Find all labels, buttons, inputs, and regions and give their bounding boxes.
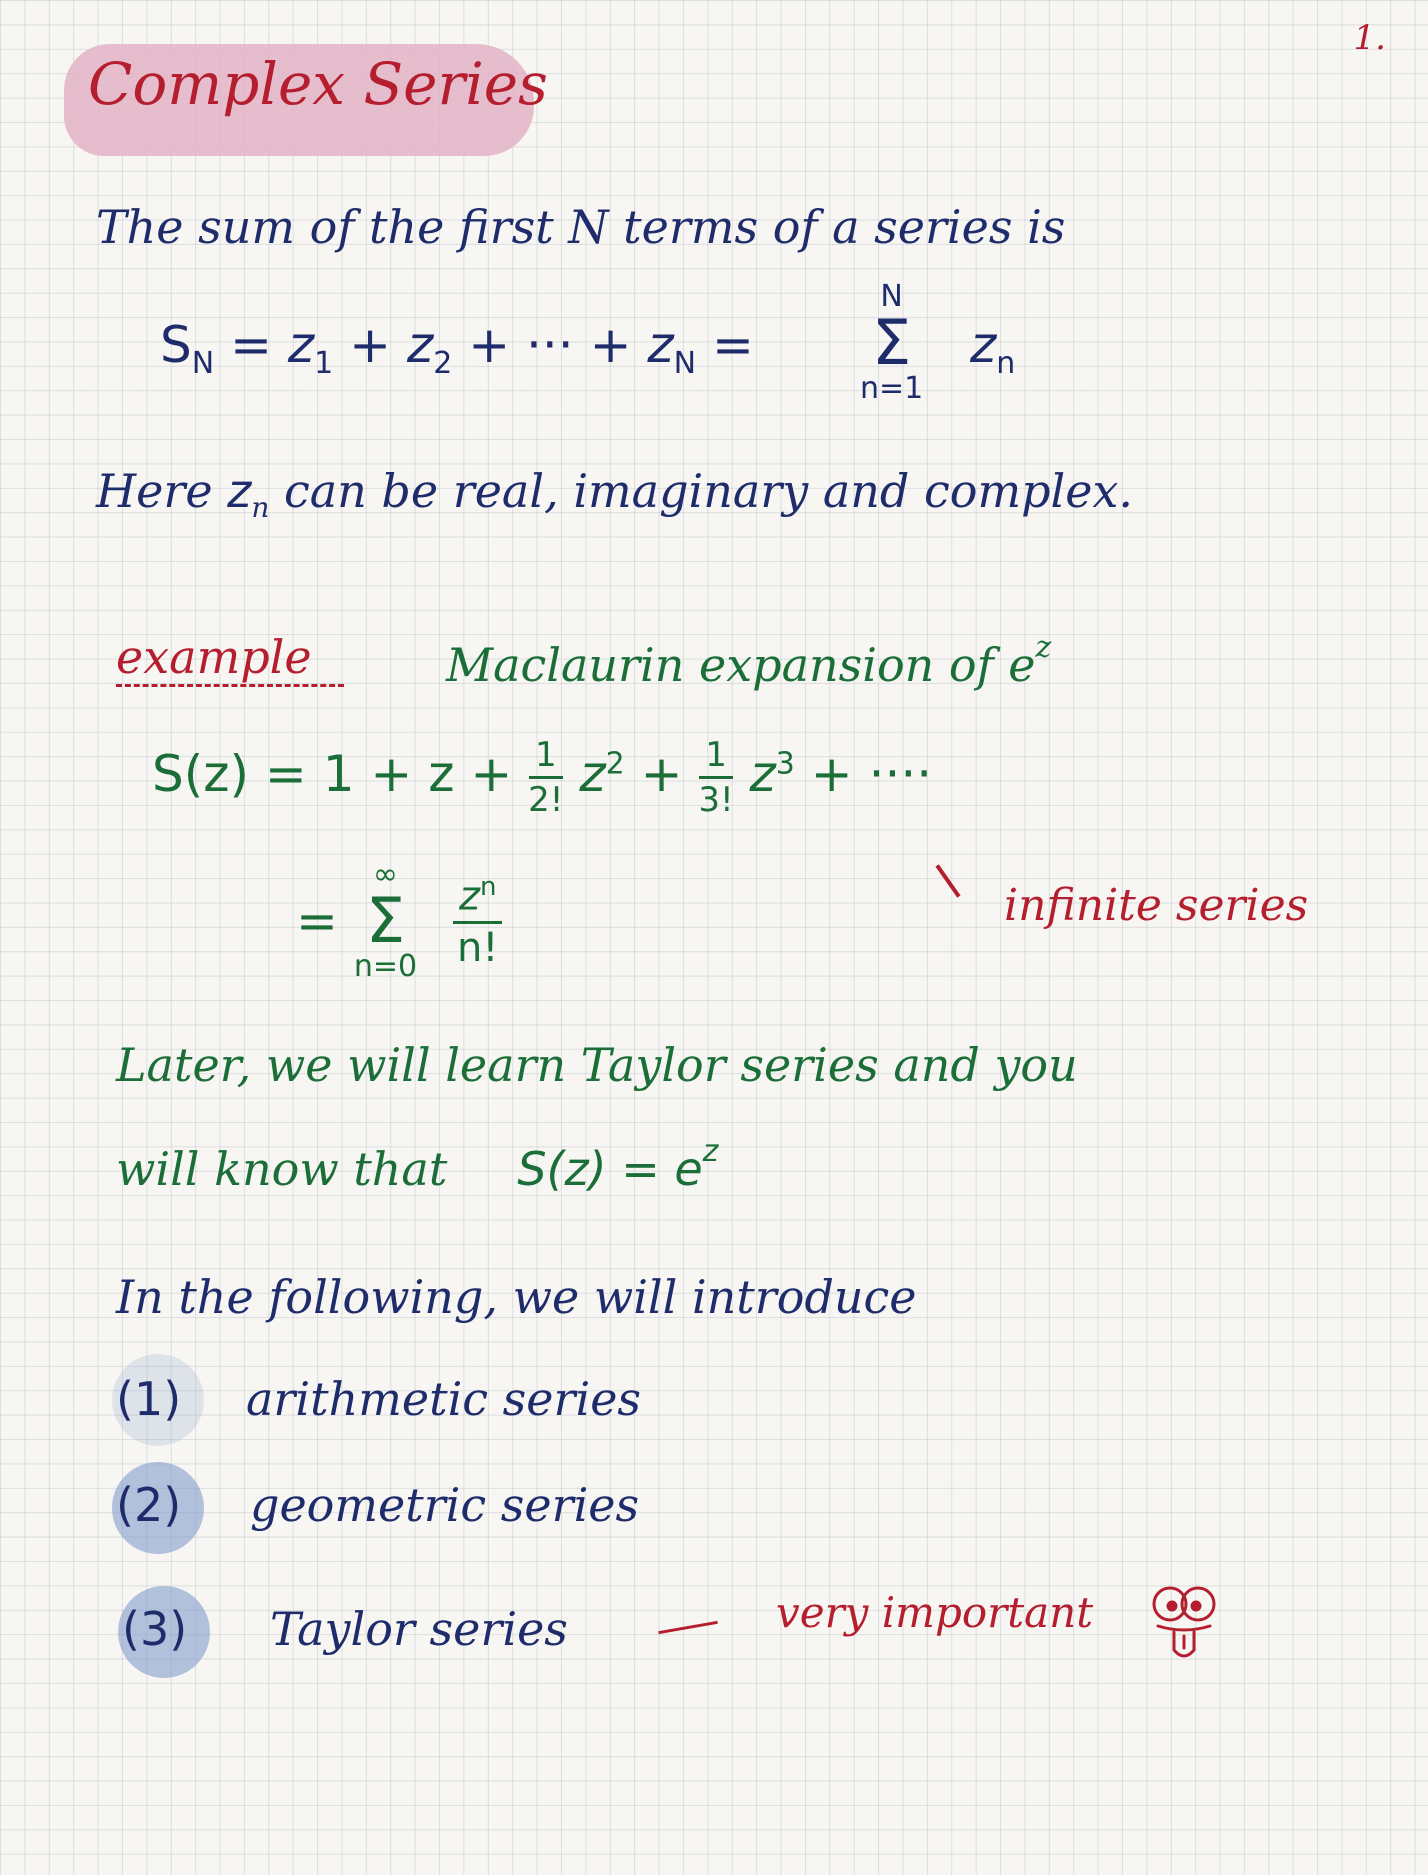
numerator-exponent: n <box>479 872 497 903</box>
summation <box>860 279 924 406</box>
taylor-remark-text: will know that <box>116 1142 448 1196</box>
list-number-2: (2) <box>116 1478 182 1532</box>
terms-description-end: can be real, imaginary and complex. <box>269 464 1134 518</box>
term-z2: z <box>406 316 434 374</box>
expansion-z-cubed: z <box>749 745 776 803</box>
fraction-zn-over-n-factorial <box>453 872 502 971</box>
term-z2-subscript: 2 <box>433 346 453 381</box>
sigma-symbol: Σ <box>872 306 912 379</box>
summation-upper-infinity: ∞ <box>372 857 398 892</box>
summation-upper-limit: N <box>880 279 903 314</box>
expansion-lhs: S(z) = <box>152 745 307 803</box>
sigma-symbol-2: Σ <box>365 884 406 957</box>
term-zN: z <box>647 316 674 374</box>
fraction-one-over-three-factorial <box>698 735 734 820</box>
zn-variable: z <box>227 464 252 518</box>
summand-z: z <box>970 316 997 374</box>
expansion-first-terms: 1 + z + <box>322 745 513 803</box>
taylor-remark-exponent: z <box>702 1134 719 1169</box>
maclaurin-expansion <box>152 735 933 820</box>
example-heading-text: Maclaurin expansion of e <box>446 638 1036 692</box>
fraction-one-over-two-factorial <box>528 735 564 820</box>
expansion-plus: + <box>640 745 683 803</box>
term-z1: z <box>287 316 315 374</box>
example-underline <box>116 684 344 687</box>
term-z1-subscript: 1 <box>314 346 334 381</box>
taylor-remark-line-1: Later, we will learn Taylor series and you <box>116 1038 1078 1092</box>
taylor-remark-line-2 <box>116 1134 718 1196</box>
example-heading <box>446 630 1051 692</box>
plus-sign: + <box>349 316 392 374</box>
expansion-z-squared: z <box>579 745 606 803</box>
fraction-denominator: n! <box>457 924 499 971</box>
smiley-face-doodle-icon <box>1144 1582 1224 1668</box>
summation-lower-limit: n=1 <box>860 371 924 406</box>
list-number-1: (1) <box>116 1372 182 1426</box>
fraction-2-numerator: 1 <box>699 738 733 779</box>
partial-sum-subscript: N <box>191 346 215 381</box>
very-important-note: very important <box>776 1588 1094 1637</box>
terms-description <box>96 464 1133 524</box>
equals-sign: = <box>230 316 273 374</box>
annotation-tick <box>935 864 960 897</box>
page-title: Complex Series <box>88 50 548 118</box>
numerator-z: z <box>458 873 480 920</box>
exponent-2: 2 <box>605 746 625 782</box>
page-number: 1. <box>1353 18 1386 58</box>
example-label: example <box>116 630 312 684</box>
fraction-1-denominator: 2! <box>528 780 564 820</box>
list-intro: In the following, we will introduce <box>116 1270 917 1324</box>
partial-sum-formula <box>160 279 1090 426</box>
list-item-geometric-series: geometric series <box>250 1478 640 1532</box>
series-sum-form <box>296 857 502 984</box>
exponent-3: 3 <box>775 746 795 782</box>
list-number-3: (3) <box>122 1602 188 1656</box>
fraction-numerator <box>453 874 502 923</box>
equals-sign-2: = <box>712 316 754 374</box>
partial-sum-symbol: S <box>160 316 192 374</box>
infinite-series-annotation: infinite series <box>1004 880 1309 931</box>
ellipsis: + ··· + <box>468 316 632 374</box>
terms-description-start: Here <box>96 464 228 518</box>
expansion-tail: + ···· <box>810 745 933 803</box>
list-item-arithmetic-series: arithmetic series <box>246 1372 642 1426</box>
summation-lower-zero: n=0 <box>353 949 418 984</box>
sum-equals-sign: = <box>296 892 338 950</box>
infinite-summation <box>353 857 418 984</box>
term-zN-subscript: N <box>673 346 697 381</box>
taylor-remark-formula: S(z) = e <box>517 1142 703 1196</box>
summand-subscript: n <box>996 346 1016 381</box>
zn-subscript: n <box>251 491 270 525</box>
emphasis-dash <box>658 1621 718 1634</box>
fraction-1-numerator: 1 <box>529 738 563 779</box>
list-item-taylor-series: Taylor series <box>270 1602 568 1656</box>
intro-sentence: The sum of the first N terms of a series is <box>96 200 1066 254</box>
example-heading-exponent: z <box>1035 630 1052 665</box>
fraction-2-denominator: 3! <box>698 780 734 820</box>
